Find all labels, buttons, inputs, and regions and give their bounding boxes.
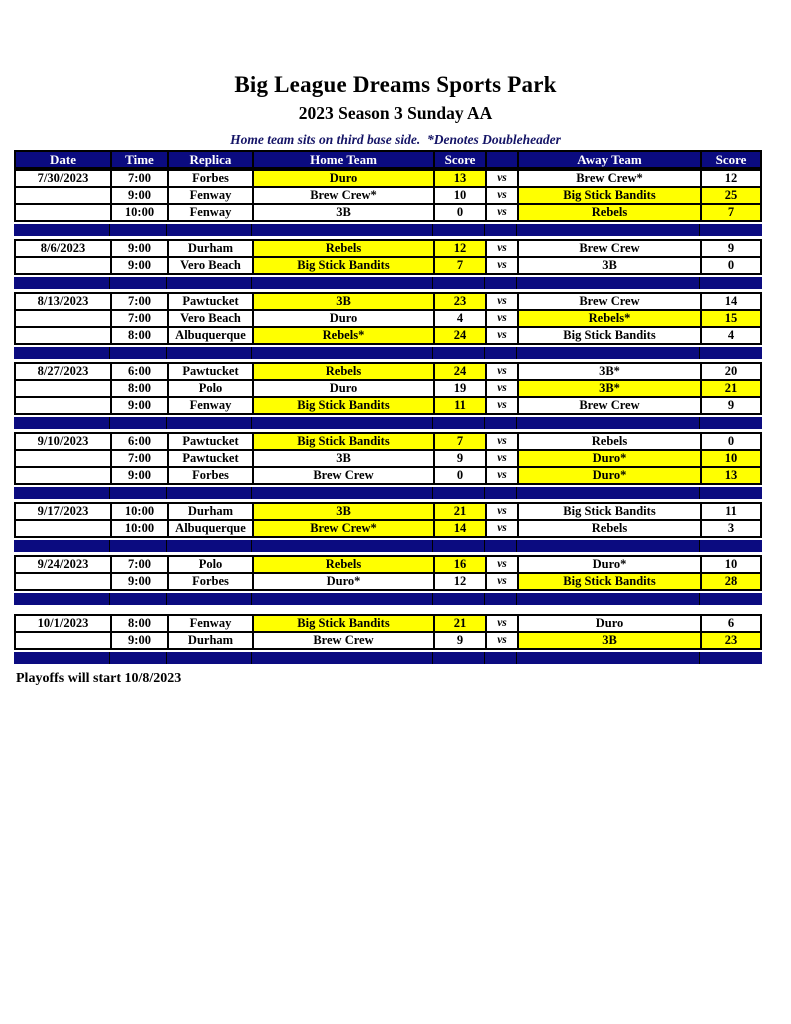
vs-cell: vs (487, 188, 519, 203)
away-score-cell: 3 (727, 521, 735, 535)
away-score-cell: 10 (702, 451, 760, 466)
home-score-cell: 11 (435, 398, 487, 413)
date-cell (16, 381, 112, 396)
date-cell (16, 574, 112, 589)
replica-cell: Pawtucket (169, 451, 254, 466)
time-cell: 9:00 (112, 398, 169, 413)
footer-note: Playoffs will start 10/8/2023 (16, 671, 182, 686)
home-team-cell: 3B (254, 504, 435, 519)
table-header-row (14, 150, 762, 169)
separator-cell (433, 487, 485, 499)
home-score-cell: 0 (435, 205, 487, 220)
time-cell: 9:00 (112, 574, 169, 589)
replica-cell: Fenway (169, 398, 254, 413)
separator-cell (110, 487, 167, 499)
replica-cell: Polo (169, 381, 254, 396)
home-score-cell: 24 (435, 328, 487, 343)
home-score-cell: 16 (435, 557, 487, 572)
away-team-cell: Duro* (519, 451, 702, 466)
header-away-score: Score (715, 152, 747, 167)
separator-row (14, 538, 762, 555)
schedule-table (14, 150, 762, 667)
home-team-cell: Duro* (254, 574, 435, 589)
away-score-cell: 9 (727, 241, 735, 255)
vs-cell: vs (487, 241, 519, 256)
separator-cell (167, 540, 252, 552)
separator-cell (700, 593, 762, 605)
game-row (14, 379, 762, 398)
header-home-team: Home Team (254, 152, 435, 167)
separator-row (14, 591, 762, 614)
away-team-cell: Duro (519, 616, 702, 631)
replica-cell: Forbes (169, 171, 254, 186)
document-header (0, 0, 791, 147)
separator-cell (14, 224, 110, 236)
time-cell: 6:00 (112, 364, 169, 379)
date-cell (16, 188, 112, 203)
separator-cell (517, 652, 700, 664)
home-team-cell: Big Stick Bandits (254, 434, 435, 449)
home-team-cell: Brew Crew (254, 468, 435, 483)
date-cell: 7/30/2023 (16, 171, 112, 186)
home-score-cell: 4 (435, 311, 487, 326)
away-score-cell: 9 (727, 398, 735, 412)
separator-row (14, 650, 762, 667)
date-cell: 8/6/2023 (16, 241, 112, 256)
home-team-cell: 3B (254, 294, 435, 309)
separator-cell (433, 277, 485, 289)
away-team-cell: Duro* (519, 468, 702, 483)
home-team-cell: Duro (254, 381, 435, 396)
separator-cell (167, 277, 252, 289)
header-away-team: Away Team (519, 152, 702, 167)
date-cell: 9/17/2023 (16, 504, 112, 519)
away-score-cell: 12 (724, 171, 738, 185)
separator-cell (517, 417, 700, 429)
away-score-cell: 28 (702, 574, 760, 589)
date-cell (16, 311, 112, 326)
vs-cell: vs (487, 616, 519, 631)
separator-cell (485, 593, 517, 605)
away-score-cell: 21 (702, 381, 760, 396)
away-team-cell: Rebels (519, 521, 702, 536)
home-team-cell: 3B (254, 205, 435, 220)
game-row (14, 396, 762, 415)
home-team-cell: Big Stick Bandits (254, 398, 435, 413)
vs-cell: vs (487, 451, 519, 466)
separator-cell (700, 417, 762, 429)
vs-cell: vs (487, 294, 519, 309)
vs-cell: vs (487, 364, 519, 379)
away-score-cell: 13 (702, 468, 760, 483)
separator-cell (167, 593, 252, 605)
separator-cell (252, 593, 433, 605)
home-score-cell: 13 (435, 171, 487, 186)
away-team-cell: Rebels (519, 434, 702, 449)
separator-cell (700, 224, 762, 236)
separator-cell (14, 417, 110, 429)
replica-cell: Forbes (169, 468, 254, 483)
date-cell (16, 258, 112, 273)
separator-cell (252, 277, 433, 289)
vs-cell: vs (487, 328, 519, 343)
home-team-cell: Brew Crew* (254, 188, 435, 203)
game-row (14, 169, 762, 188)
away-team-cell: Big Stick Bandits (519, 188, 702, 203)
separator-cell (433, 224, 485, 236)
home-score-cell: 12 (435, 241, 487, 256)
home-team-cell: Duro (254, 311, 435, 326)
game-row (14, 203, 762, 222)
replica-cell: Fenway (169, 616, 254, 631)
away-team-cell: Rebels (519, 205, 702, 220)
separator-cell (433, 417, 485, 429)
away-team-cell: Rebels* (519, 311, 702, 326)
home-score-cell: 21 (435, 504, 487, 519)
away-score-cell: 0 (727, 434, 735, 448)
home-score-cell: 24 (435, 364, 487, 379)
separator-cell (252, 347, 433, 359)
separator-cell (110, 347, 167, 359)
date-cell: 9/10/2023 (16, 434, 112, 449)
separator-cell (252, 487, 433, 499)
separator-cell (14, 652, 110, 664)
separator-cell (110, 224, 167, 236)
away-score-cell: 4 (727, 328, 735, 342)
separator-cell (700, 487, 762, 499)
date-cell (16, 451, 112, 466)
separator-cell (167, 652, 252, 664)
legend-note: Home team sits on third base side. *Denotes Doubleheader (230, 132, 561, 147)
separator-cell (485, 224, 517, 236)
home-team-cell: Brew Crew (254, 633, 435, 648)
away-score-cell: 0 (727, 258, 735, 272)
separator-cell (14, 277, 110, 289)
away-team-cell: 3B (519, 633, 702, 648)
replica-cell: Forbes (169, 574, 254, 589)
separator-cell (433, 347, 485, 359)
away-team-cell: Brew Crew (519, 398, 702, 413)
separator-cell (485, 347, 517, 359)
replica-cell: Durham (169, 633, 254, 648)
game-row (14, 362, 762, 381)
vs-cell: vs (487, 311, 519, 326)
separator-cell (700, 277, 762, 289)
home-score-cell: 9 (435, 633, 487, 648)
separator-cell (485, 277, 517, 289)
time-cell: 8:00 (112, 616, 169, 631)
away-score-cell: 23 (702, 633, 760, 648)
time-cell: 8:00 (112, 381, 169, 396)
vs-cell: vs (487, 468, 519, 483)
game-row (14, 309, 762, 328)
separator-cell (14, 487, 110, 499)
separator-cell (433, 540, 485, 552)
time-cell: 7:00 (112, 294, 169, 309)
time-cell: 9:00 (112, 258, 169, 273)
separator-cell (517, 224, 700, 236)
vs-cell: vs (487, 521, 519, 536)
separator-cell (700, 540, 762, 552)
date-cell (16, 205, 112, 220)
separator-cell (110, 277, 167, 289)
replica-cell: Vero Beach (169, 311, 254, 326)
time-cell: 6:00 (112, 434, 169, 449)
vs-cell: vs (487, 205, 519, 220)
home-team-cell: 3B (254, 451, 435, 466)
vs-cell: vs (487, 171, 519, 186)
away-team-cell: 3B* (519, 364, 702, 379)
home-score-cell: 7 (435, 434, 487, 449)
replica-cell: Albuquerque (169, 328, 254, 343)
vs-cell: vs (487, 557, 519, 572)
separator-cell (700, 652, 762, 664)
away-team-cell: Big Stick Bandits (519, 504, 702, 519)
header-replica: Replica (169, 152, 254, 167)
date-cell (16, 328, 112, 343)
game-row (14, 449, 762, 468)
separator-cell (110, 652, 167, 664)
replica-cell: Durham (169, 504, 254, 519)
replica-cell: Albuquerque (169, 521, 254, 536)
vs-cell: vs (487, 504, 519, 519)
game-row (14, 519, 762, 538)
home-score-cell: 7 (435, 258, 487, 273)
away-team-cell: Big Stick Bandits (519, 574, 702, 589)
game-row (14, 614, 762, 633)
home-score-cell: 23 (435, 294, 487, 309)
separator-row (14, 415, 762, 432)
home-team-cell: Rebels* (254, 328, 435, 343)
game-row (14, 186, 762, 205)
separator-row (14, 345, 762, 362)
home-score-cell: 9 (435, 451, 487, 466)
game-row (14, 256, 762, 275)
away-score-cell: 25 (702, 188, 760, 203)
separator-cell (485, 540, 517, 552)
away-score-cell: 14 (724, 294, 738, 308)
date-cell (16, 468, 112, 483)
away-score-cell: 11 (725, 504, 737, 518)
vs-cell: vs (487, 574, 519, 589)
time-cell: 9:00 (112, 241, 169, 256)
home-score-cell: 10 (435, 188, 487, 203)
away-score-cell: 10 (724, 557, 738, 571)
separator-cell (167, 417, 252, 429)
away-team-cell: 3B* (519, 381, 702, 396)
separator-cell (485, 417, 517, 429)
away-score-cell: 6 (727, 616, 735, 630)
date-cell: 8/27/2023 (16, 364, 112, 379)
replica-cell: Pawtucket (169, 434, 254, 449)
replica-cell: Vero Beach (169, 258, 254, 273)
time-cell: 7:00 (112, 171, 169, 186)
date-cell: 8/13/2023 (16, 294, 112, 309)
separator-row (14, 275, 762, 292)
separator-cell (14, 347, 110, 359)
away-team-cell: Brew Crew (519, 241, 702, 256)
home-team-cell: Rebels (254, 364, 435, 379)
game-row (14, 502, 762, 521)
replica-cell: Pawtucket (169, 364, 254, 379)
time-cell: 9:00 (112, 468, 169, 483)
replica-cell: Polo (169, 557, 254, 572)
time-cell: 7:00 (112, 451, 169, 466)
game-row (14, 631, 762, 650)
home-score-cell: 19 (435, 381, 487, 396)
time-cell: 8:00 (112, 328, 169, 343)
home-score-cell: 0 (435, 468, 487, 483)
home-team-cell: Big Stick Bandits (254, 258, 435, 273)
page-title: Big League Dreams Sports Park (234, 72, 557, 97)
separator-cell (252, 417, 433, 429)
date-cell (16, 398, 112, 413)
separator-cell (517, 593, 700, 605)
separator-row (14, 485, 762, 502)
separator-cell (167, 487, 252, 499)
away-team-cell: Brew Crew* (519, 171, 702, 186)
separator-cell (14, 593, 110, 605)
separator-cell (252, 224, 433, 236)
game-row (14, 572, 762, 591)
away-team-cell: Big Stick Bandits (519, 328, 702, 343)
away-score-cell: 20 (724, 364, 738, 378)
separator-cell (110, 417, 167, 429)
game-row (14, 239, 762, 258)
separator-cell (700, 347, 762, 359)
time-cell: 7:00 (112, 557, 169, 572)
home-team-cell: Big Stick Bandits (254, 616, 435, 631)
away-team-cell: 3B (519, 258, 702, 273)
away-score-cell: 15 (702, 311, 760, 326)
separator-cell (110, 540, 167, 552)
game-row (14, 555, 762, 574)
separator-cell (517, 540, 700, 552)
time-cell: 10:00 (112, 205, 169, 220)
home-team-cell: Rebels (254, 557, 435, 572)
header-time: Time (112, 152, 169, 167)
date-cell: 10/1/2023 (16, 616, 112, 631)
home-score-cell: 21 (435, 616, 487, 631)
separator-cell (485, 652, 517, 664)
away-score-cell: 7 (702, 205, 760, 220)
separator-cell (517, 277, 700, 289)
separator-cell (167, 347, 252, 359)
time-cell: 10:00 (112, 504, 169, 519)
separator-cell (167, 224, 252, 236)
vs-cell: vs (487, 258, 519, 273)
time-cell: 10:00 (112, 521, 169, 536)
game-row (14, 326, 762, 345)
time-cell: 7:00 (112, 311, 169, 326)
game-row (14, 432, 762, 451)
separator-cell (433, 652, 485, 664)
away-team-cell: Brew Crew (519, 294, 702, 309)
date-cell (16, 633, 112, 648)
page-subtitle: 2023 Season 3 Sunday AA (298, 103, 493, 123)
separator-cell (252, 540, 433, 552)
table-body (14, 169, 762, 667)
separator-cell (252, 652, 433, 664)
home-team-cell: Rebels (254, 241, 435, 256)
vs-cell: vs (487, 434, 519, 449)
separator-cell (517, 487, 700, 499)
game-row (14, 466, 762, 485)
date-cell (16, 521, 112, 536)
time-cell: 9:00 (112, 633, 169, 648)
separator-cell (433, 593, 485, 605)
date-cell: 9/24/2023 (16, 557, 112, 572)
header-vs-spacer (487, 152, 519, 167)
home-team-cell: Duro (254, 171, 435, 186)
replica-cell: Pawtucket (169, 294, 254, 309)
vs-cell: vs (487, 398, 519, 413)
home-score-cell: 14 (435, 521, 487, 536)
replica-cell: Durham (169, 241, 254, 256)
vs-cell: vs (487, 633, 519, 648)
replica-cell: Fenway (169, 205, 254, 220)
replica-cell: Fenway (169, 188, 254, 203)
time-cell: 9:00 (112, 188, 169, 203)
separator-cell (14, 540, 110, 552)
vs-cell: vs (487, 381, 519, 396)
separator-cell (110, 593, 167, 605)
game-row (14, 292, 762, 311)
header-home-score: Score (435, 152, 487, 167)
header-date: Date (16, 152, 112, 167)
separator-cell (485, 487, 517, 499)
home-score-cell: 12 (435, 574, 487, 589)
separator-cell (517, 347, 700, 359)
separator-row (14, 222, 762, 239)
away-team-cell: Duro* (519, 557, 702, 572)
home-team-cell: Brew Crew* (254, 521, 435, 536)
